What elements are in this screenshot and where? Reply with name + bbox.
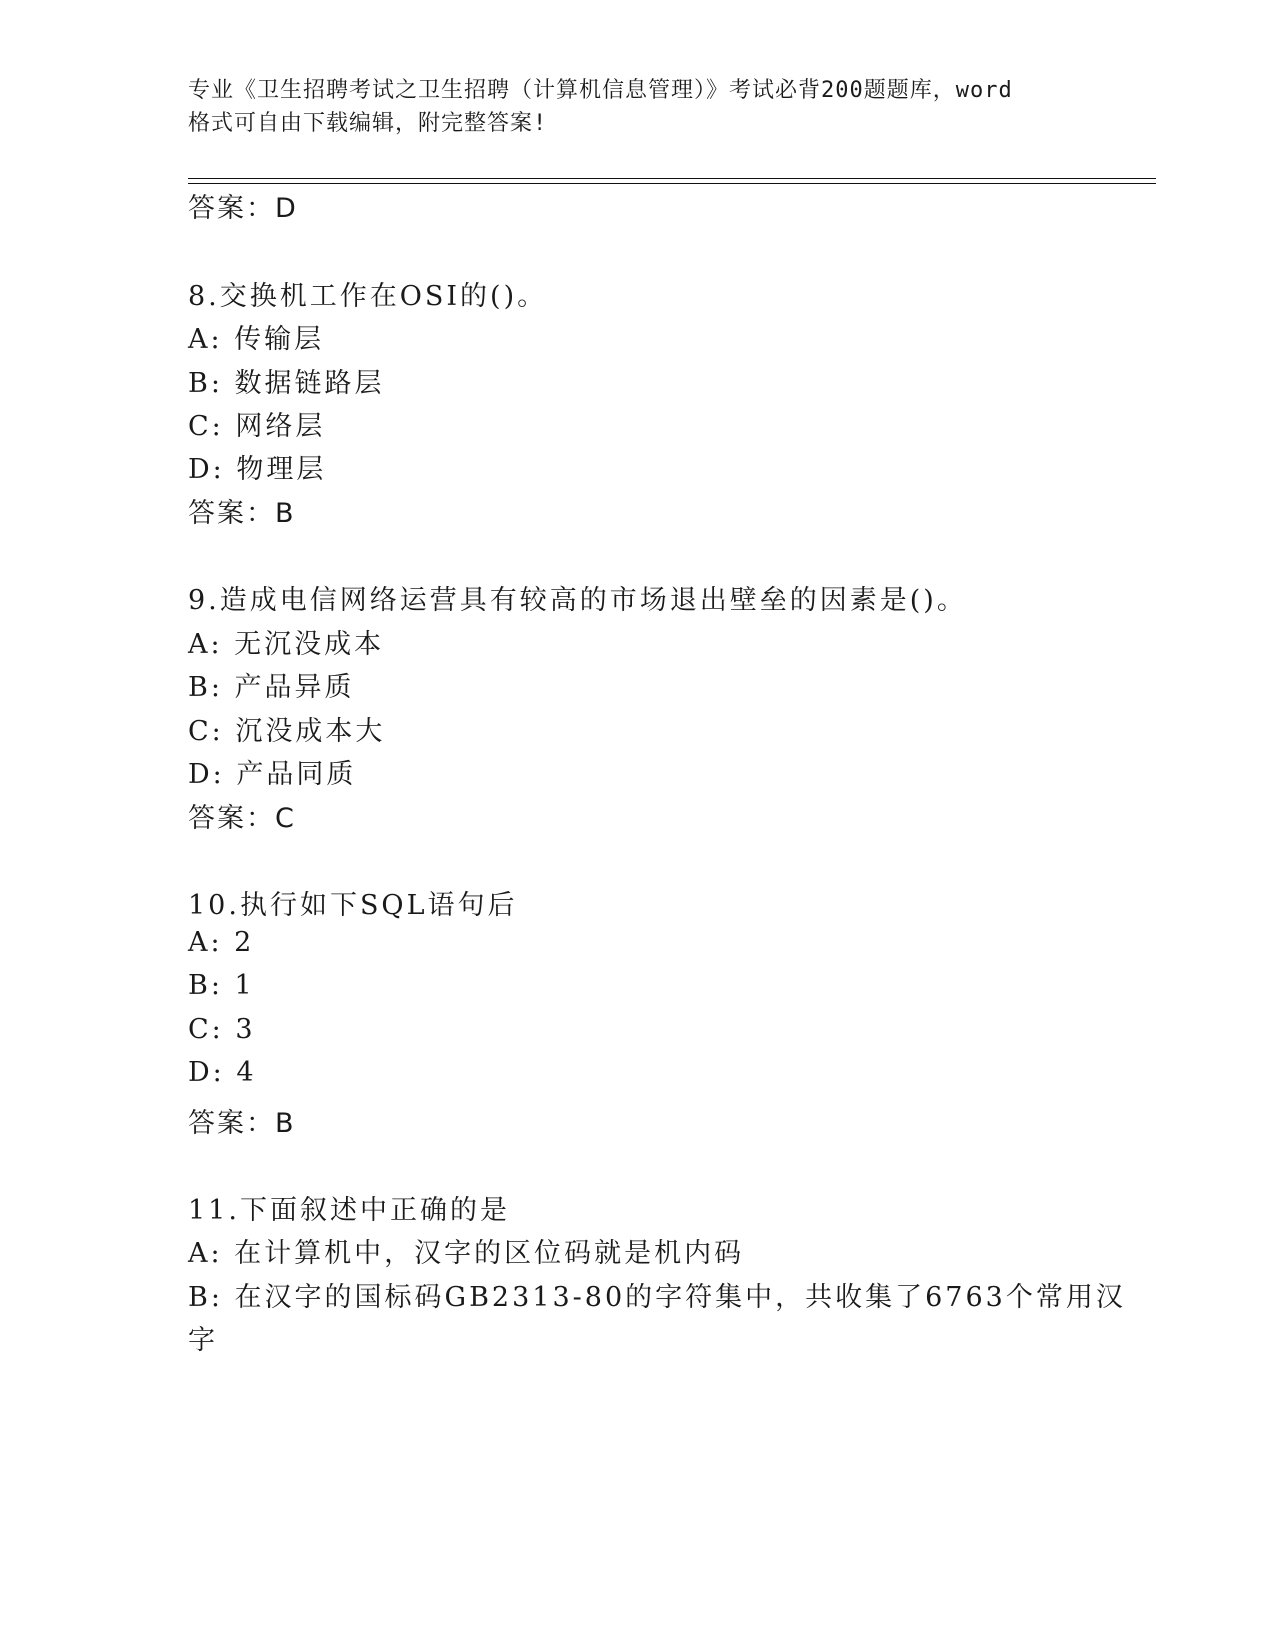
question-9-option-d: D: 产品同质 — [188, 759, 357, 790]
question-11-option-a: A: 在计算机中，汉字的区位码就是机内码 — [188, 1238, 745, 1269]
document-header — [188, 74, 1088, 140]
answer-7: 答案：D — [188, 193, 298, 224]
answer-8: 答案：B — [188, 498, 296, 529]
question-8-option-b: B: 数据链路层 — [188, 368, 385, 399]
question-9-option-a: A: 无沉没成本 — [188, 629, 385, 660]
question-8-option-c: C: 网络层 — [188, 411, 326, 442]
question-9-option-c: C: 沉没成本大 — [188, 716, 386, 747]
question-10-option-b: B: 1 — [188, 970, 255, 1001]
header-line-2: 格式可自由下载编辑，附完整答案! — [188, 111, 548, 136]
question-8-text: 8.交换机工作在OSI的()。 — [188, 281, 548, 312]
answer-9: 答案：C — [188, 803, 296, 834]
question-9-option-b: B: 产品异质 — [188, 672, 355, 703]
question-11-option-b-continued: 字 — [188, 1325, 218, 1356]
question-11-text: 11.下面叙述中正确的是 — [188, 1195, 510, 1226]
question-10-text: 10.执行如下SQL语句后 — [188, 890, 518, 921]
header-divider-top — [188, 178, 1156, 179]
question-9-text: 9.造成电信网络运营具有较高的市场退出壁垒的因素是()。 — [188, 585, 967, 616]
question-10-option-a: A: 2 — [188, 927, 255, 958]
question-10-option-d: D: 4 — [188, 1057, 257, 1088]
answer-10: 答案：B — [188, 1108, 296, 1139]
question-10-option-c: C: 3 — [188, 1014, 256, 1045]
header-line-1: 专业《卫生招聘考试之卫生招聘（计算机信息管理）》考试必背200题题库，word — [188, 78, 1013, 103]
question-8-option-a: A: 传输层 — [188, 324, 325, 355]
header-divider-bottom — [188, 183, 1156, 184]
question-11-option-b: B: 在汉字的国标码GB2313-80的字符集中，共收集了6763个常用汉 — [188, 1282, 1126, 1313]
question-8-option-d: D: 物理层 — [188, 454, 327, 485]
